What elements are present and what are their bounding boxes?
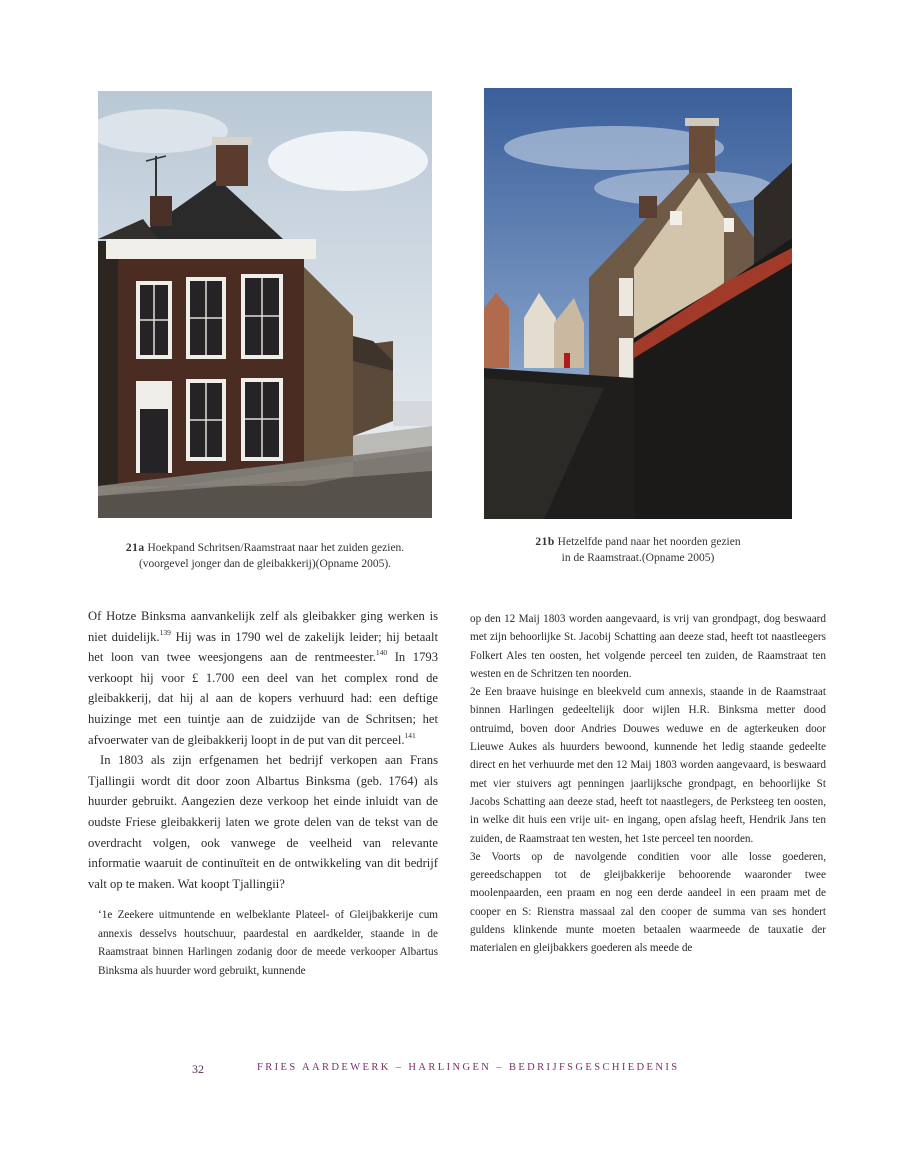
deed-paragraph: 2e Een braave huisinge en bleekveld cum annexis, staande in de Raamstraat binnen Harlingen gedeeltelijk door wijlen H.R. Binksma metter dood ontruimd, boven door Andries Douwes weduwe en de agterkeuken door Lieuwe Aukes als huurders bewoond, kunnende het ledig staande gedeelte direct en het verhuurde met den 12 Maij 1803 worden aangevaard, is beswaard met vier stuivers agt penningen jaarlijksche grondpagt, en behoorlijke St Jacobs Schatting aan deeze stad, heeft tot naastlegers, de Perksteeg ten oosten, in welke dit huis een vrije uit- en ingang, open afslag heeft, Hendrik Jans ten zuiden, de Raamstraat ten westen, het 1ste perceel ten noorden.	[470, 686, 826, 845]
figure-number: 21a	[125, 542, 145, 554]
footnote-ref: 140	[375, 648, 388, 658]
photo-corner-house-south	[98, 91, 432, 518]
caption-text: Hoekpand Schritsen/Raamstraat naar het zuiden gezien.	[147, 542, 405, 554]
caption-line: in de Raamstraat.(Opname 2005)	[561, 552, 715, 564]
text-run: Hij was in 1790 wel de zakelijk leider; hij betaalt het loon van twee weesjongens aan de rentmeester.	[88, 629, 438, 665]
figure-caption-21b	[484, 534, 792, 566]
caption-line: (voorgevel jonger dan de gleibakkerij)(Opname 2005).	[138, 558, 392, 570]
footnote-ref: 139	[159, 627, 171, 637]
caption-text: Hetzelfde pand naar het noorden gezien	[557, 536, 741, 548]
caption-line	[484, 534, 792, 550]
body-paragraph	[88, 606, 438, 750]
footnote-ref: 141	[404, 730, 416, 740]
figure-number: 21b	[535, 536, 555, 548]
photo-same-building-north	[484, 88, 792, 519]
caption-line	[98, 540, 432, 556]
running-title: FRIES AARDEWERK – HARLINGEN – BEDRIJFSGESCHIEDENIS	[257, 1062, 680, 1073]
figure-caption-21a	[98, 540, 432, 572]
body-paragraph: In 1803 als zijn erfgenamen het bedrijf verkopen aan Frans Tjallingii wordt dit door zoon Albartus Binksma (geb. 1764) als huurder gebruikt. Aangezien deze verkoop het einde inluidt van de oudste Friese gleibakkerij laten we grote delen van de tekst van de overdracht volgen, ook vanwege de veelheid van relevante informatie waaruit de continuïteit en de ontwikkeling van dit bedrijf valt op te maken. Wat koopt Tjallingii?	[88, 753, 438, 891]
right-text-column	[470, 610, 826, 958]
deed-quote: ‘1e Zeekere uitmuntende en welbeklante Plateel- of Gleijbakkerije cum annexis desselvs houtschuur, paardestal en aardkelder, staande in de Raamstraat binnen Harlingen zodanig door de meede verkooper Albartus Binksma als huurder word gebruikt, kunnende	[98, 909, 438, 977]
left-text-column	[88, 606, 438, 980]
text-run: In 1793 verkoopt hij voor £ 1.700 een deel van het complex rond de gleibakkerij, dat hij al aan de kopers verhuurd had: een deftige huizinge met een tuintje aan de zuidzijde van de Schritsen; het afvoerwater van de gleibakkerij loopt in de put van dit perceel.	[88, 650, 438, 747]
page-number: 32	[192, 1062, 204, 1076]
deed-paragraph: op den 12 Maij 1803 worden aangevaard, is vrij van grondpagt, dog beswaard met zijn behoorlijke St. Jacobij Schatting aan deeze stad, heeft tot naastleegers Folkert Ales ten oosten, het volgende perceel ten zuiden, de Raamstraat ten westen en de Schritzen ten noorden.	[470, 613, 826, 680]
deed-paragraph: 3e Voorts op de navolgende conditien voor alle losse goederen, gereedschappen tot de gleijbakkerije behoorende waaronder twee moolenpaarden, een praam en nog een derde aandeel in een praam met de cooper en S: Rienstra massaal zal den cooper de summa van ses hondert guldens klinkende munte moeten betaalen waarmeede de tauxatie der materialen en gleijbakkers goederen als meede de	[470, 850, 826, 955]
text-run: Of Hotze Binksma aanvankelijk zelf als gleibakker ging werken is niet duidelijk.	[88, 609, 438, 644]
